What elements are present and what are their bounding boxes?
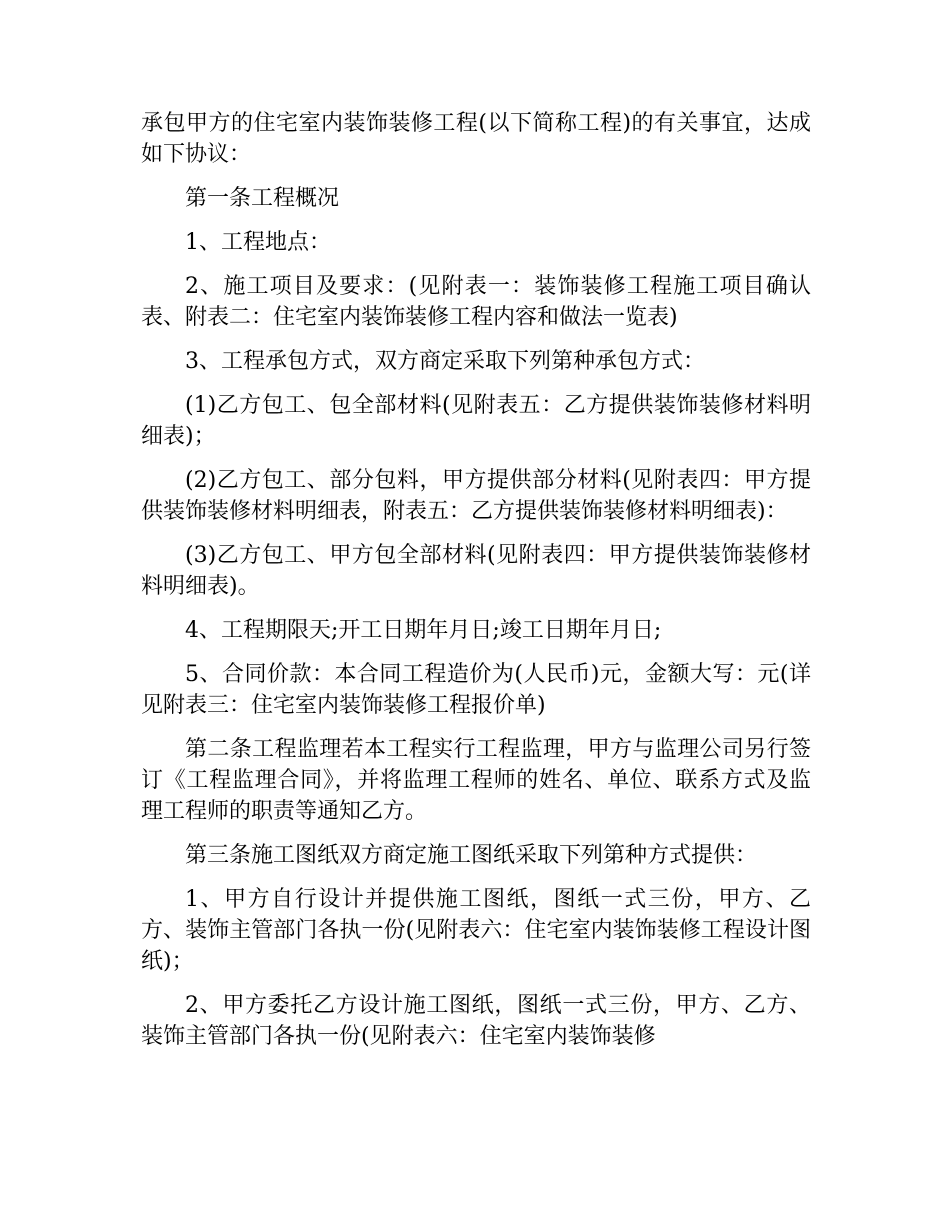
document-body: [141, 108, 811, 1065]
heading-article-1: 第一条工程概况: [185, 186, 340, 211]
paragraph-construction-items: 2、施工项目及要求：(见附表一：装饰装修工程施工项目确认表、附表二：住宅室内装饰装修工程内容和做法一览表): [141, 274, 811, 330]
paragraph-intro: 承包甲方的住宅室内装饰装修工程(以下简称工程)的有关事宜，达成如下协议：: [141, 111, 811, 167]
paragraph-drawing-option-1: 1、甲方自行设计并提供施工图纸，图纸一式三份，甲方、乙方、装饰主管部门各执一份(见附表六：住宅室内装饰装修工程设计图纸)；: [141, 887, 811, 974]
paragraph-method-option-2: (2)乙方包工、部分包料，甲方提供部分材料(见附表四：甲方提供装饰装修材料明细表，附表五：乙方提供装饰装修材料明细表)：: [141, 468, 811, 524]
paragraph-project-location: 1、工程地点：: [185, 230, 331, 255]
paragraph-method-option-1: (1)乙方包工、包全部材料(见附表五：乙方提供装饰装修材料明细表)；: [141, 393, 811, 449]
paragraph-method-option-3: (3)乙方包工、甲方包全部材料(见附表四：甲方提供装饰装修材料明细表)。: [141, 543, 811, 599]
paragraph-contract-method: 3、工程承包方式，双方商定采取下列第种承包方式：: [185, 349, 705, 374]
paragraph-drawing-option-2: 2、甲方委托乙方设计施工图纸，图纸一式三份，甲方、乙方、装饰主管部门各执一份(见附表六：住宅室内装饰装修: [141, 993, 811, 1049]
paragraph-article-2-supervision: 第二条工程监理若本工程实行工程监理，甲方与监理公司另行签订《工程监理合同》，并将监理工程师的姓名、单位、联系方式及监理工程师的职责等通知乙方。: [141, 737, 811, 824]
paragraph-contract-price: 5、合同价款：本合同工程造价为(人民币)元，金额大写：元(详见附表三：住宅室内装饰装修工程报价单): [141, 662, 811, 718]
paragraph-project-period: 4、工程期限天;开工日期年月日;竣工日期年月日;: [185, 618, 662, 643]
paragraph-article-3-drawings: 第三条施工图纸双方商定施工图纸采取下列第种方式提供：: [185, 843, 758, 868]
